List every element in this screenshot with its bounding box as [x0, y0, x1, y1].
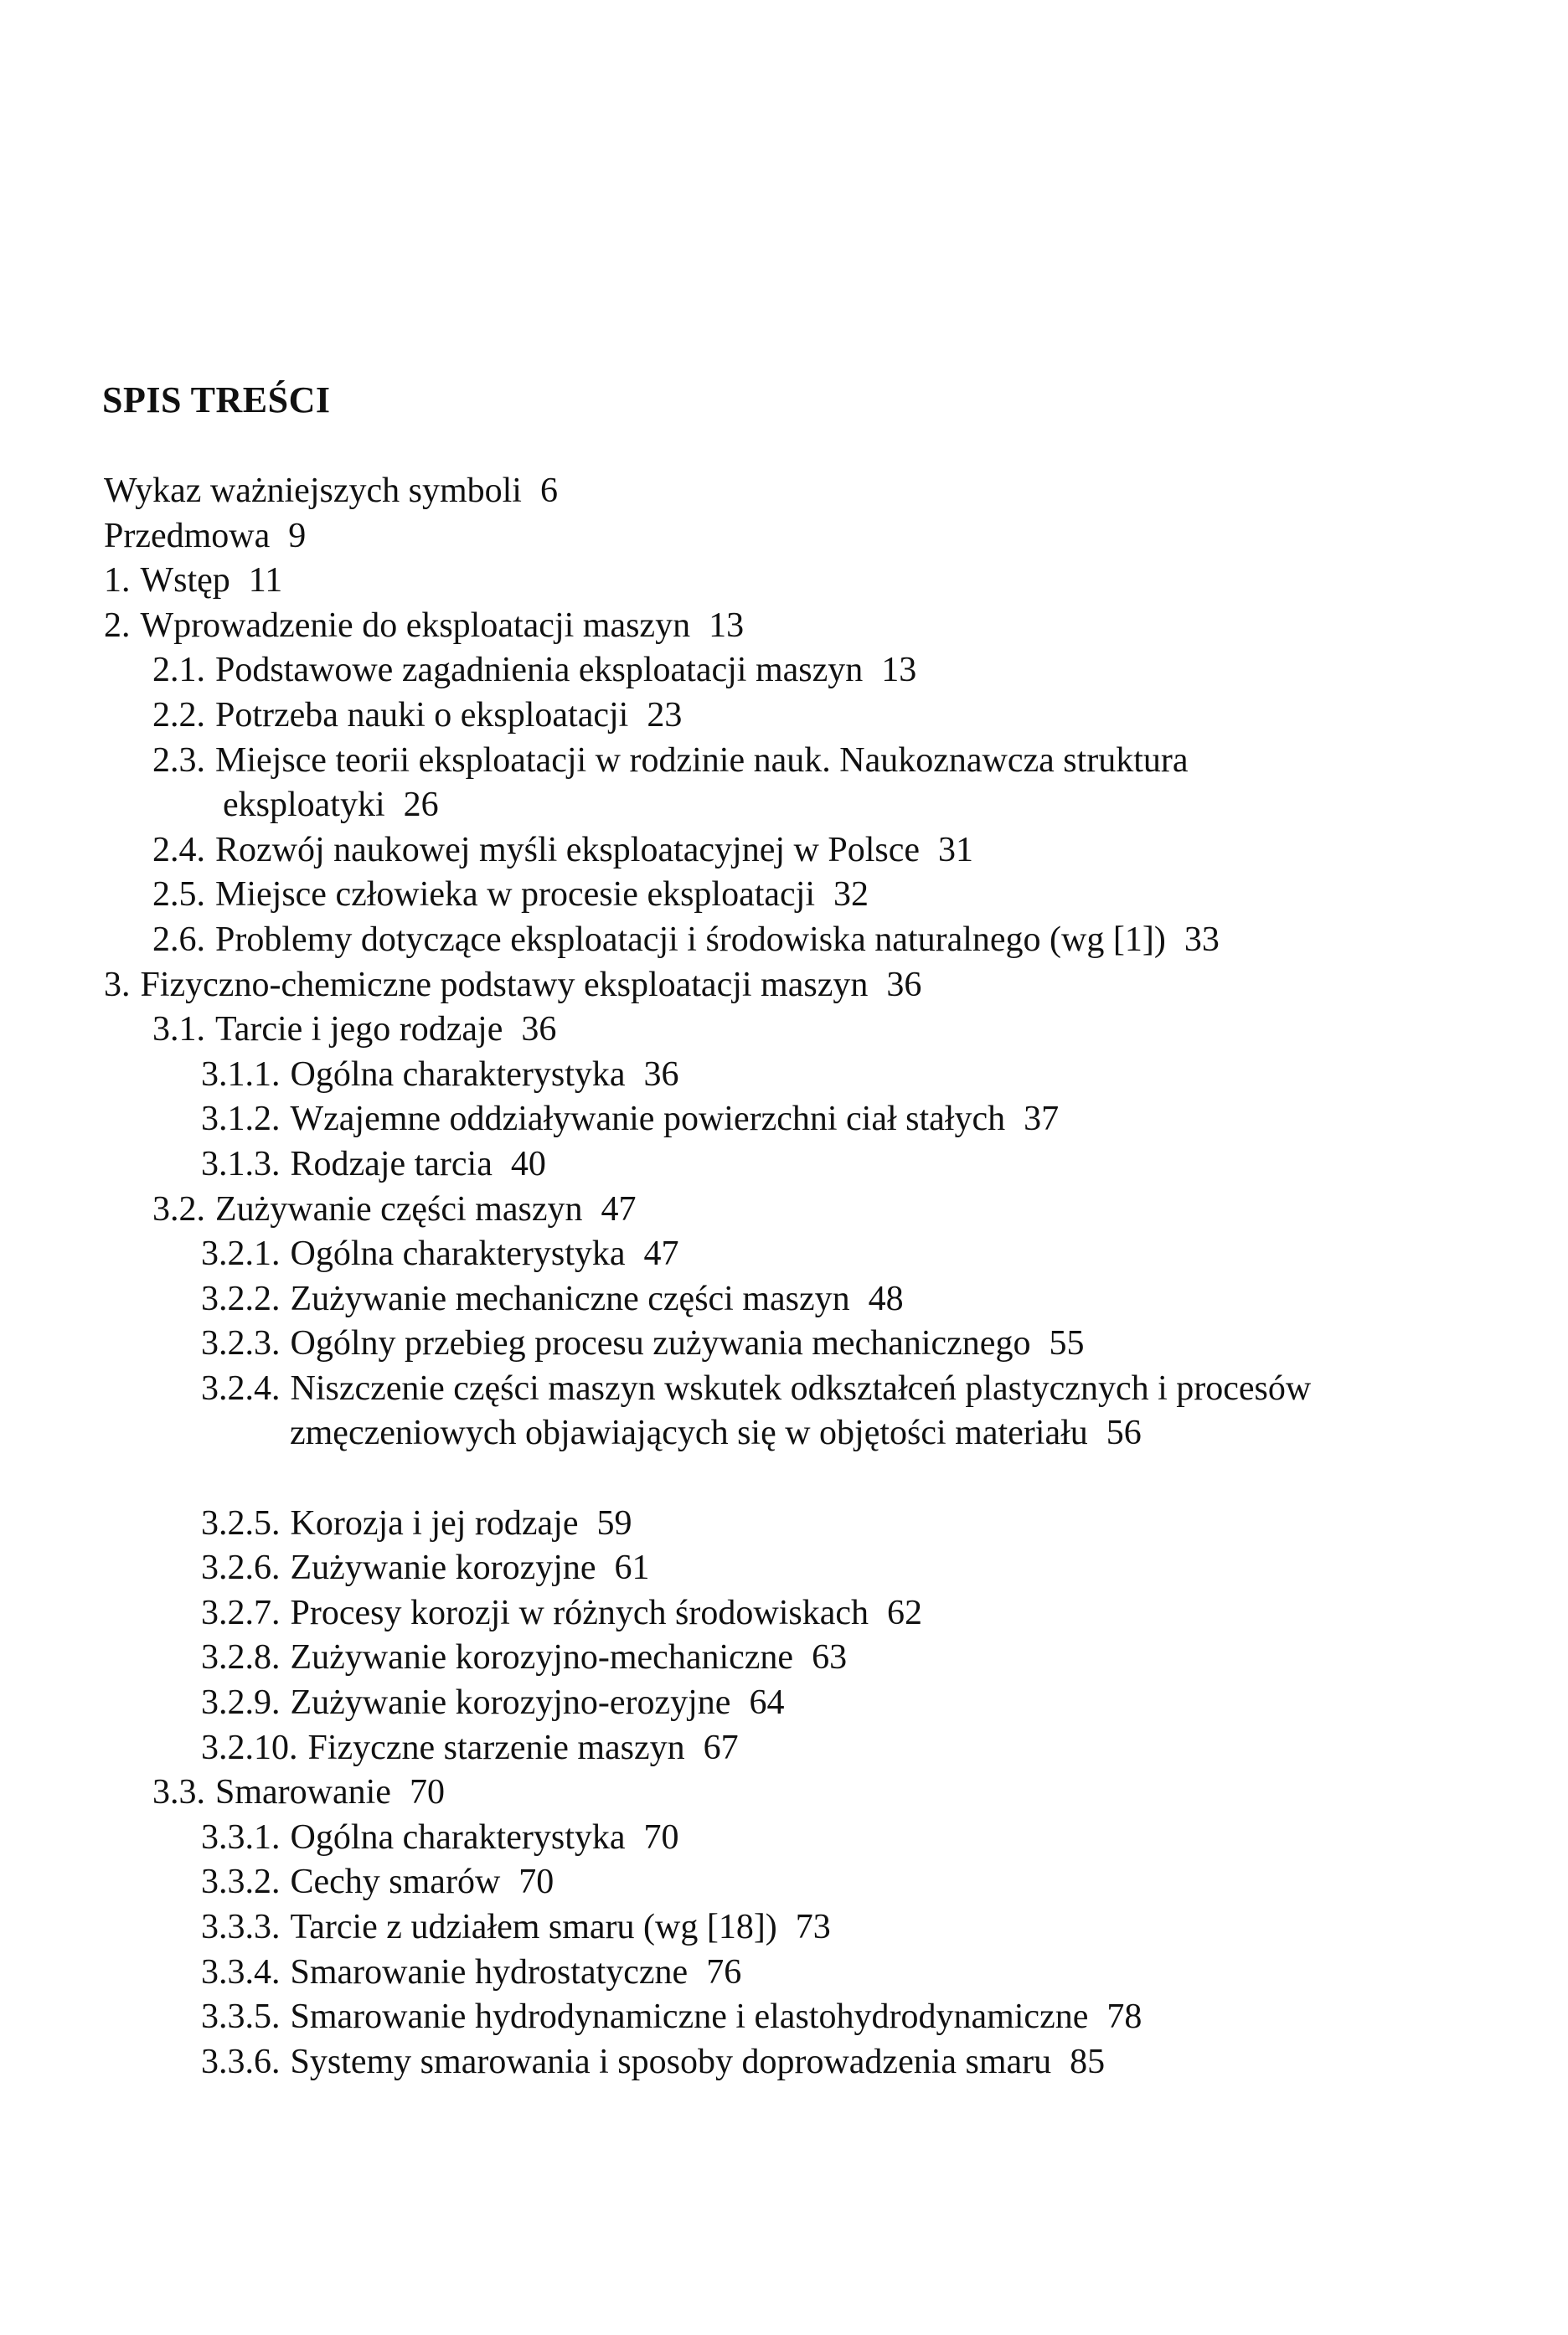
toc-entry-number: 3.2.10. — [201, 1728, 298, 1767]
toc-entry-number: 3.2. — [152, 1189, 205, 1229]
toc-entry-line — [201, 1053, 1379, 1098]
toc-entry-number: 3.2.8. — [201, 1638, 281, 1678]
toc-entry-title: Smarowanie hydrodynamiczne i elastohydrodynamiczne — [290, 1997, 1089, 2037]
toc-entry-title: Procesy korozji w różnych środowiskach — [290, 1593, 869, 1632]
toc-entry-number: 3.3.3. — [201, 1908, 281, 1947]
toc-entry-page: 13 — [709, 606, 745, 645]
toc-entry-title: Fizyczne starzenie maszyn — [307, 1728, 685, 1767]
toc-entry-page: 85 — [1070, 2042, 1106, 2081]
toc-entry-number: 3.1.2. — [201, 1100, 281, 1139]
toc-entry-title: Wprowadzenie do eksploatacji maszyn — [140, 606, 691, 645]
toc-entry-title: Ogólny przebieg procesu zużywania mechanicznego — [290, 1324, 1031, 1363]
toc-entry-number: 3.3. — [152, 1773, 205, 1812]
toc-entry — [0, 693, 1568, 739]
toc-entry-line — [152, 918, 1395, 963]
toc-entry-line — [201, 1905, 1379, 1951]
toc-entry — [0, 1771, 1568, 1816]
toc-entry-number: 3.2.7. — [201, 1593, 281, 1632]
toc-entry-title: Tarcie z udziałem smaru (wg [18]) — [290, 1908, 777, 1947]
toc-entry-title: Tarcie i jego rodzaje — [215, 1010, 503, 1049]
toc-entry-page: 6 — [539, 472, 558, 510]
toc-entry-title: Miejsce teorii eksploatacji w rodzinie nauk. Naukoznawcza struktura eksploatyki — [215, 740, 1189, 825]
toc-entry-number: 3.1. — [152, 1010, 205, 1049]
toc-entry-title: Podstawowe zagadnienia eksploatacji maszyn — [215, 651, 864, 690]
toc-entry-title: Systemy smarowania i sposoby doprowadzenia smaru — [290, 2042, 1052, 2081]
toc-entry-line — [104, 469, 1360, 514]
toc-entry-number: 3.2.2. — [201, 1279, 281, 1318]
toc-entry-title: Zużywanie korozyjno-mechaniczne — [290, 1638, 794, 1678]
toc-entry — [0, 828, 1568, 874]
toc-entry — [0, 1636, 1568, 1681]
toc-entry-line — [201, 1591, 1379, 1637]
toc-entry — [0, 1681, 1568, 1726]
toc-entry-page: 26 — [403, 786, 439, 825]
toc-entry-line — [201, 1277, 1379, 1322]
toc-entry-line — [201, 1232, 1379, 1277]
toc-entry-title: Przedmowa — [104, 516, 271, 555]
toc-entry — [0, 1367, 1568, 1502]
toc-entry-line — [201, 1367, 1345, 1456]
toc-entry — [0, 1142, 1568, 1188]
toc-entry-line — [201, 1995, 1379, 2040]
toc-entry-title: Cechy smarów — [290, 1863, 501, 1902]
toc-entry-page: 23 — [647, 695, 683, 735]
toc-entry-number: 2.6. — [152, 920, 205, 959]
toc-entry-page: 47 — [643, 1235, 679, 1274]
toc-entry-title: Fizyczno-chemiczne podstawy eksploatacji maszyn — [140, 965, 869, 1004]
toc-entry-page: 33 — [1184, 920, 1220, 959]
toc-entry-page: 70 — [518, 1863, 554, 1902]
toc-entry-number: 3.3.2. — [201, 1863, 281, 1902]
toc-entry-page: 36 — [643, 1054, 679, 1094]
toc-entry-page: 70 — [409, 1773, 445, 1812]
toc-entry-page: 61 — [614, 1549, 650, 1588]
toc-entry-page: 9 — [288, 516, 307, 555]
toc-entry-line — [152, 828, 1395, 874]
toc-entry-line — [201, 1546, 1379, 1591]
toc-entry — [0, 1097, 1568, 1142]
toc-entry-line — [201, 1681, 1379, 1726]
toc-entry-number: 2. — [104, 606, 131, 645]
toc-entry-number: 2.5. — [152, 875, 205, 915]
toc-entry-line — [201, 1816, 1379, 1861]
toc-entry-number: 2.1. — [152, 651, 205, 690]
toc-entry — [0, 1995, 1568, 2040]
toc-entry — [0, 2040, 1568, 2085]
toc-entry-title: Smarowanie hydrostatyczne — [290, 1952, 689, 1992]
toc-entry-page: 11 — [248, 561, 283, 601]
toc-entry-page: 70 — [643, 1817, 679, 1857]
toc-entry-page: 47 — [601, 1189, 637, 1229]
toc-entry-line — [201, 1951, 1379, 1996]
toc-entry — [0, 469, 1568, 514]
toc-entry — [0, 1322, 1568, 1367]
toc-entry-line — [201, 1726, 1379, 1771]
toc-entry — [0, 1726, 1568, 1771]
page-title: SPIS TREŚCI — [102, 379, 331, 420]
toc-entry — [0, 1053, 1568, 1098]
toc-entry-page: 63 — [812, 1638, 848, 1678]
toc-entry-title: Rodzaje tarcia — [290, 1144, 493, 1183]
toc-entry — [0, 918, 1568, 963]
toc-entry-page: 13 — [881, 651, 917, 690]
toc-entry-line — [104, 559, 1360, 604]
toc-entry-title: Smarowanie — [215, 1773, 391, 1812]
toc-entry-title: Korozja i jej rodzaje — [290, 1503, 579, 1543]
toc-entry-page: 48 — [868, 1279, 904, 1318]
toc-entry-page: 55 — [1049, 1324, 1085, 1363]
toc-entry-title: Zużywanie mechaniczne części maszyn — [290, 1279, 850, 1318]
toc-entry-title: Zużywanie części maszyn — [215, 1189, 583, 1229]
toc-entry-line — [201, 1097, 1379, 1142]
toc-entry-title: Zużywanie korozyjne — [290, 1549, 596, 1588]
toc-entry-number: 3.2.3. — [201, 1324, 281, 1363]
toc-entry — [0, 1188, 1568, 1233]
toc-entry-line — [104, 604, 1360, 649]
toc-entry-title: Wzajemne oddziaływanie powierzchni ciał stałych — [290, 1100, 1006, 1139]
toc-entry-number: 2.4. — [152, 830, 205, 869]
toc-entry — [0, 1277, 1568, 1322]
toc-entry-line — [152, 873, 1395, 918]
toc-entry-line — [152, 693, 1395, 739]
toc-entry-page: 59 — [596, 1503, 632, 1543]
toc-entry-line — [152, 1008, 1395, 1053]
toc-entry-page: 31 — [938, 830, 974, 869]
toc-entry-line — [104, 514, 1360, 559]
table-of-contents — [0, 469, 1568, 2085]
toc-entry — [0, 648, 1568, 693]
toc-entry-title: Niszczenie części maszyn wskutek odkształceń plastycznych i procesów zmęczeniowych objawiających się w objętości materiału — [290, 1369, 1312, 1453]
toc-entry-title: Potrzeba nauki o eksploatacji — [215, 695, 629, 735]
toc-entry — [0, 604, 1568, 649]
toc-entry-number: 3.3.6. — [201, 2042, 281, 2081]
toc-entry-title: Wstęp — [140, 561, 230, 601]
toc-entry-number: 1. — [104, 561, 131, 601]
toc-entry-page: 78 — [1106, 1997, 1142, 2037]
toc-entry-title: Ogólna charakterystyka — [290, 1817, 626, 1857]
toc-entry-number: 3.2.9. — [201, 1683, 281, 1723]
toc-entry — [0, 1591, 1568, 1637]
toc-entry — [0, 1951, 1568, 1996]
toc-entry-title: Problemy dotyczące eksploatacji i środowiska naturalnego (wg [1]) — [215, 920, 1166, 959]
toc-entry-page: 36 — [521, 1010, 557, 1049]
toc-entry-title: Rozwój naukowej myśli eksploatacyjnej w Polsce — [215, 830, 921, 869]
toc-entry-page: 62 — [887, 1593, 922, 1632]
toc-entry-title: Zużywanie korozyjno-erozyjne — [290, 1683, 731, 1723]
toc-entry-page: 36 — [886, 965, 922, 1004]
toc-entry-line — [152, 1771, 1395, 1816]
toc-entry — [0, 1546, 1568, 1591]
toc-entry-page: 64 — [749, 1683, 785, 1723]
toc-entry — [0, 1502, 1568, 1547]
toc-entry — [0, 1905, 1568, 1951]
toc-entry-title: Ogólna charakterystyka — [290, 1235, 626, 1274]
toc-entry-number: 3.3.5. — [201, 1997, 281, 2037]
toc-entry — [0, 963, 1568, 1008]
toc-entry-number: 2.2. — [152, 695, 205, 735]
toc-entry-number: 3.1.3. — [201, 1144, 281, 1183]
toc-entry-line — [152, 739, 1412, 828]
toc-entry-number: 3.3.1. — [201, 1817, 281, 1857]
toc-entry-number: 3.3.4. — [201, 1952, 281, 1992]
toc-entry-number: 2.3. — [152, 740, 205, 780]
toc-entry-page: 56 — [1106, 1414, 1142, 1453]
toc-entry-line — [201, 1322, 1379, 1367]
toc-entry-page: 67 — [703, 1728, 739, 1767]
toc-entry-line — [201, 1142, 1379, 1188]
toc-entry-line — [104, 963, 1360, 1008]
toc-entry-number: 3. — [104, 965, 131, 1004]
toc-entry — [0, 873, 1568, 918]
toc-entry-number: 3.2.4. — [201, 1369, 281, 1408]
toc-entry-number: 3.2.1. — [201, 1235, 281, 1274]
toc-entry-number: 3.2.6. — [201, 1549, 281, 1588]
toc-entry — [0, 1860, 1568, 1905]
toc-entry-page: 37 — [1024, 1100, 1060, 1139]
toc-entry-number: 3.2.5. — [201, 1503, 281, 1543]
toc-entry-title: Miejsce człowieka w procesie eksploatacji — [215, 875, 816, 915]
toc-entry-line — [152, 648, 1395, 693]
toc-entry-line — [152, 1188, 1395, 1233]
toc-entry-title: Ogólna charakterystyka — [290, 1054, 626, 1094]
toc-entry — [0, 514, 1568, 559]
toc-entry-page: 40 — [510, 1144, 546, 1183]
toc-entry-title: Wykaz ważniejszych symboli — [104, 472, 522, 510]
toc-entry-page: 76 — [706, 1952, 742, 1992]
toc-entry — [0, 739, 1568, 828]
toc-entry-number: 3.1.1. — [201, 1054, 281, 1094]
toc-entry-line — [201, 1860, 1379, 1905]
toc-entry-line — [201, 1636, 1379, 1681]
toc-entry — [0, 559, 1568, 604]
toc-entry-page: 32 — [833, 875, 869, 915]
toc-entry-page: 73 — [795, 1908, 831, 1947]
toc-entry-line — [201, 1502, 1379, 1547]
toc-entry — [0, 1816, 1568, 1861]
toc-entry — [0, 1008, 1568, 1053]
toc-entry — [0, 1232, 1568, 1277]
toc-entry-line — [201, 2040, 1379, 2085]
